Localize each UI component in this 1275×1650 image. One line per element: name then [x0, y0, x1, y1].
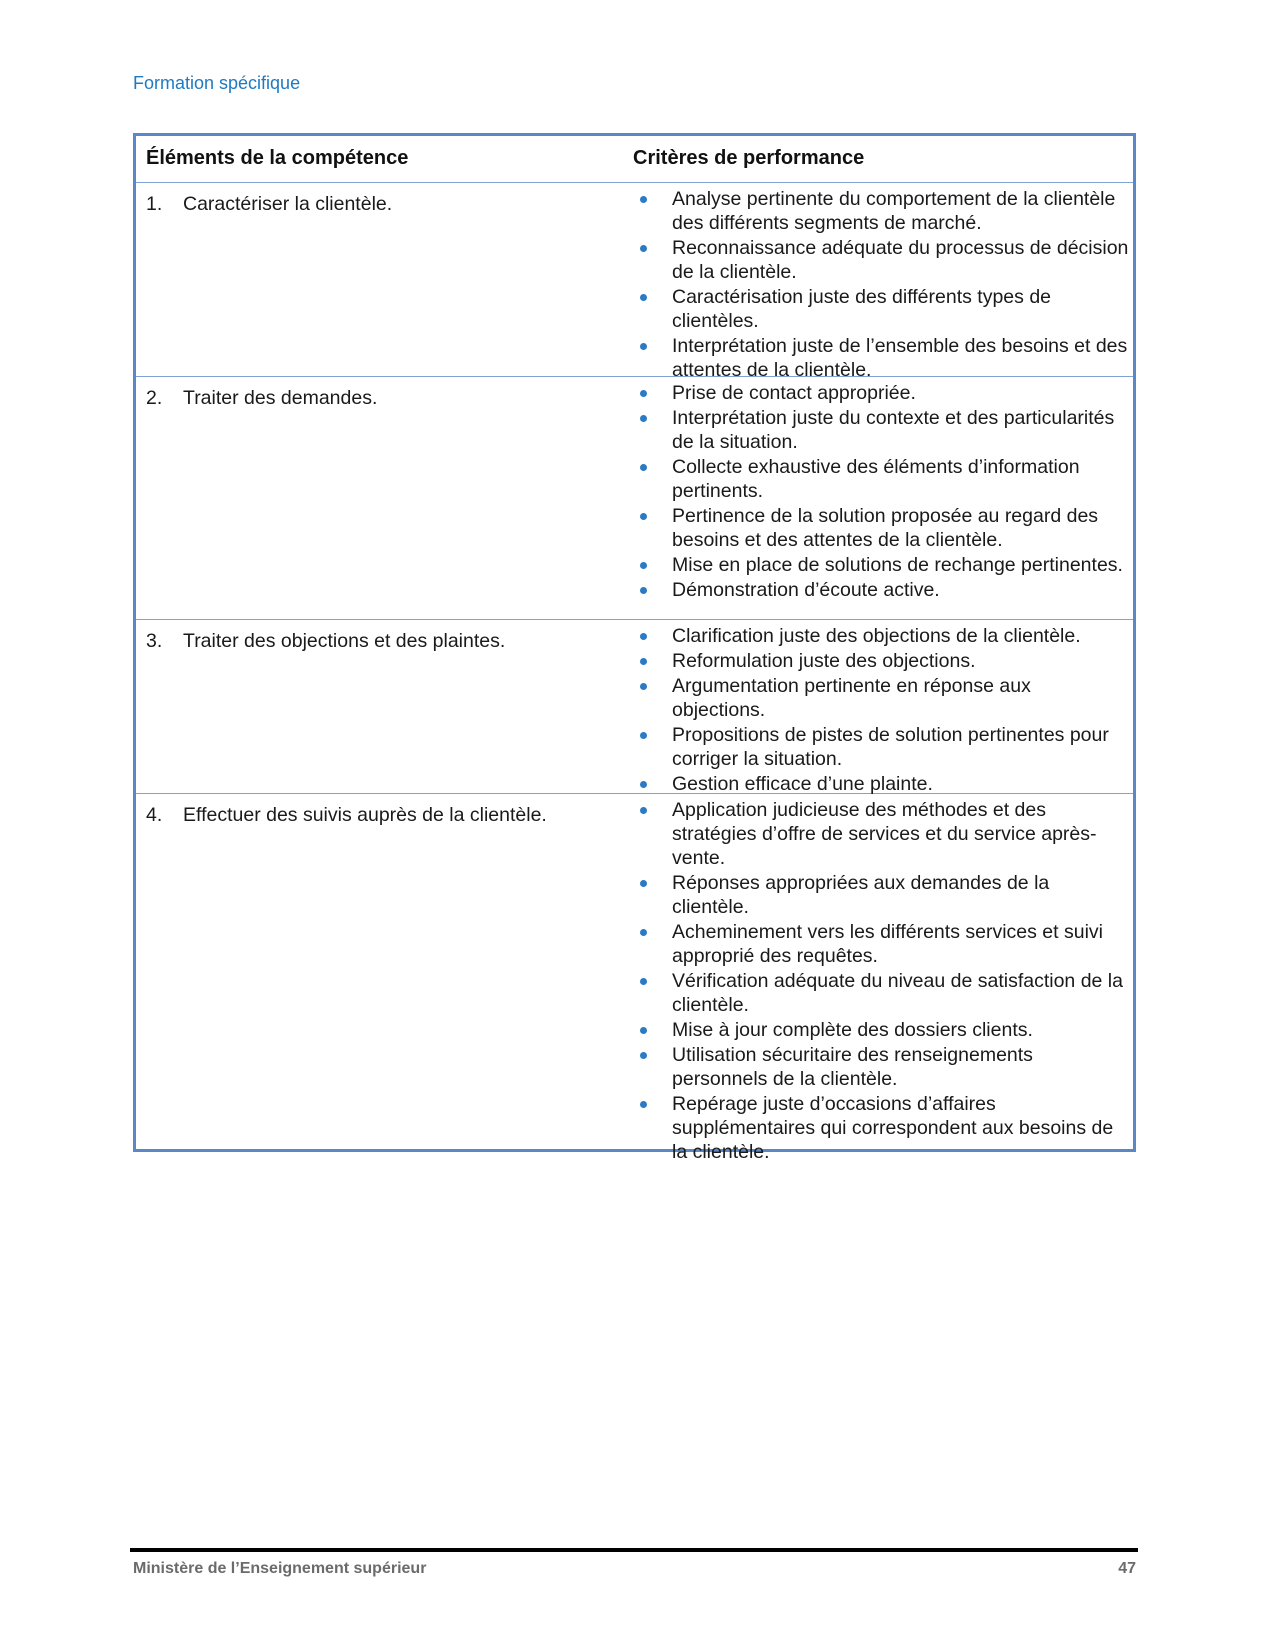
criteria-item — [633, 504, 1129, 552]
criteria-item — [633, 772, 1129, 796]
criteria-item — [633, 578, 1129, 602]
bullet-icon — [633, 871, 672, 919]
bullet-icon — [633, 406, 672, 454]
bullet-icon — [633, 236, 672, 284]
criteria-text: Utilisation sécuritaire des renseignements personnels de la clientèle. — [672, 1044, 1033, 1090]
criteria-text: Prise de contact appropriée. — [672, 382, 916, 404]
criteria-text: Caractérisation juste des différents types de clientèles. — [672, 286, 1052, 332]
criteria-item — [633, 334, 1129, 382]
criteria-text: Démonstration d’écoute active. — [672, 579, 940, 601]
criteria-item — [633, 674, 1129, 722]
criteria-item — [633, 871, 1129, 919]
element-number: 2. — [146, 387, 163, 409]
element-text: Caractériser la clientèle. — [183, 193, 393, 215]
criteria-item — [633, 1043, 1129, 1091]
criteria-list — [633, 624, 1129, 796]
bullet-icon — [633, 1043, 672, 1091]
criteria-text: Interprétation juste du contexte et des particularités de la situation. — [672, 407, 1115, 453]
criteria-item — [633, 649, 1129, 673]
element-item — [146, 626, 633, 653]
table-row — [136, 376, 1133, 619]
criteria-list — [633, 187, 1129, 382]
bullet-icon — [633, 969, 672, 1017]
criteria-item — [633, 553, 1129, 577]
footer-publisher: Ministère de l’Enseignement supérieur — [133, 1560, 427, 1577]
bullet-icon — [633, 381, 672, 405]
bullet-icon — [633, 1092, 672, 1164]
criteria-text: Vérification adéquate du niveau de satisfaction de la clientèle. — [672, 970, 1123, 1016]
criteria-cell — [633, 377, 1133, 619]
criteria-text: Mise à jour complète des dossiers clients. — [672, 1019, 1033, 1041]
criteria-item — [633, 381, 1129, 405]
criteria-item — [633, 969, 1129, 1017]
criteria-item — [633, 285, 1129, 333]
element-cell — [136, 620, 633, 793]
bullet-icon — [633, 553, 672, 577]
criteria-text: Gestion efficace d’une plainte. — [672, 773, 933, 795]
criteria-item — [633, 723, 1129, 771]
criteria-cell — [633, 794, 1133, 1163]
criteria-item — [633, 236, 1129, 284]
element-cell — [136, 183, 633, 376]
criteria-text: Propositions de pistes de solution pertinentes pour corriger la situation. — [672, 724, 1109, 770]
criteria-text: Collecte exhaustive des éléments d’information pertinents. — [672, 456, 1080, 502]
criteria-text: Pertinence de la solution proposée au regard des besoins et des attentes de la clientèle. — [672, 505, 1099, 551]
bullet-icon — [633, 187, 672, 235]
element-number: 4. — [146, 804, 163, 826]
bullet-icon — [633, 1018, 672, 1042]
criteria-list — [633, 798, 1129, 1164]
table-row — [136, 182, 1133, 381]
criteria-item — [633, 406, 1129, 454]
criteria-text: Interprétation juste de l’ensemble des besoins et des attentes de la clientèle. — [672, 335, 1128, 381]
criteria-item — [633, 455, 1129, 503]
page-number: 47 — [1118, 1560, 1136, 1577]
bullet-icon — [633, 920, 672, 968]
competence-table — [133, 133, 1136, 1163]
element-number: 3. — [146, 630, 163, 652]
footer-divider — [130, 1548, 1138, 1552]
element-text: Traiter des demandes. — [183, 387, 378, 409]
criteria-item — [633, 1092, 1129, 1164]
bullet-icon — [633, 798, 672, 870]
element-item — [146, 189, 633, 216]
element-item — [146, 800, 633, 827]
bullet-icon — [633, 624, 672, 648]
criteria-text: Reconnaissance adéquate du processus de décision de la clientèle. — [672, 237, 1129, 283]
element-cell — [136, 377, 633, 619]
criteria-item — [633, 624, 1129, 648]
criteria-text: Application judicieuse des méthodes et des stratégies d’offre de services et du service après-vente. — [672, 799, 1097, 869]
criteria-text: Reformulation juste des objections. — [672, 650, 976, 672]
bullet-icon — [633, 504, 672, 552]
criteria-text: Analyse pertinente du comportement de la clientèle des différents segments de marché. — [672, 188, 1116, 234]
criteria-item — [633, 187, 1129, 235]
bullet-icon — [633, 723, 672, 771]
criteria-cell — [633, 620, 1133, 793]
criteria-text: Argumentation pertinente en réponse aux objections. — [672, 675, 1031, 721]
section-title: Formation spécifique — [133, 73, 301, 93]
bullet-icon — [633, 578, 672, 602]
element-number: 1. — [146, 193, 163, 215]
bullet-icon — [633, 455, 672, 503]
criteria-item — [633, 798, 1129, 870]
criteria-text: Acheminement vers les différents services et suivi approprié des requêtes. — [672, 921, 1103, 967]
element-cell — [136, 794, 633, 1149]
criteria-cell — [633, 183, 1133, 381]
element-text: Effectuer des suivis auprès de la clientèle. — [183, 804, 547, 826]
element-item — [146, 383, 633, 410]
bullet-icon — [633, 285, 672, 333]
criteria-text: Mise en place de solutions de rechange pertinentes. — [672, 554, 1123, 576]
criteria-item — [633, 920, 1129, 968]
bullet-icon — [633, 674, 672, 722]
bullet-icon — [633, 772, 672, 796]
column-header-elements: Éléments de la compétence — [146, 147, 409, 169]
criteria-list — [633, 381, 1129, 602]
bullet-icon — [633, 334, 672, 382]
criteria-text: Clarification juste des objections de la clientèle. — [672, 625, 1081, 647]
table-row — [136, 793, 1133, 1163]
table-header-row — [136, 136, 1133, 182]
criteria-text: Réponses appropriées aux demandes de la clientèle. — [672, 872, 1050, 918]
table-row — [136, 619, 1133, 793]
element-text: Traiter des objections et des plaintes. — [183, 630, 506, 652]
criteria-text: Repérage juste d’occasions d’affaires supplémentaires qui correspondent aux besoins de la clientèle. — [672, 1093, 1114, 1163]
bullet-icon — [633, 649, 672, 673]
column-header-criteria: Critères de performance — [633, 147, 865, 169]
criteria-item — [633, 1018, 1129, 1042]
